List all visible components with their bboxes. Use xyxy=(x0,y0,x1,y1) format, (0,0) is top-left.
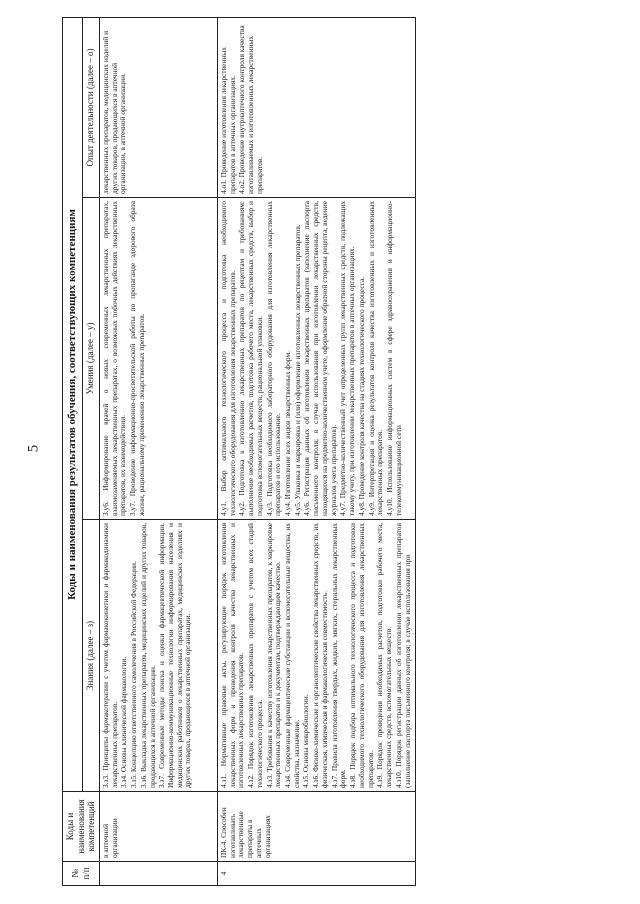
row-number xyxy=(99,862,217,886)
knowledge-item: 4.з4. Современные фармацевтические субстанции и вспомогательные вещества, их свойства, назначение. xyxy=(282,523,301,788)
skill-item: 4.у1. Выбор оптимального технологического процесса и подготовка необходимого технологического оборудования для изготовления лекарственных препаратов. xyxy=(218,201,237,516)
header-number: № п/п xyxy=(63,862,100,886)
rotated-competency-table xyxy=(62,18,602,886)
skill-item: 4.у3. Подготовка необходимого лабораторного оборудования для изготовления лекарственных препаратов и его использование. xyxy=(264,201,283,516)
knowledge-item: 4.з2. Порядок изготовления лекарственных препаратов с учетом всех стадий технологического процесса. xyxy=(246,523,264,788)
experience-cell xyxy=(217,17,415,197)
knowledge-item: 3.з5. Концепцию ответственного самолечения в Российской Федерации. xyxy=(129,561,139,788)
skill-item: 3.у6. Информирование врачей о новых современных лекарственных препаратах, взаимозаменяемых лекарственных препаратах, о возможных побочных действиях лекарственных препаратов, их взаимодействии. xyxy=(100,201,128,516)
experience-item: лекарственных препаратов, медицинских изделий и других товаров, продающихся в аптечной организации, в аптечной организации. xyxy=(100,30,128,194)
knowledge-item: 3.з3. Принципы фармакотерапии с учетом фармакокинетики и фармакодинамики лекарственных препаратов. xyxy=(100,523,119,788)
skills-cell xyxy=(99,198,217,520)
header-experience: Опыт деятельности (далее – о) xyxy=(82,17,99,197)
skill-item: 4.у4. Изготовление всех видов лекарственных форм. xyxy=(282,350,292,516)
experience-item: 4.о2. Проведение внутриаптечного контроля качества изготавливаемых и изготовленных лекарственных препаратов. xyxy=(237,25,264,194)
header-skills: Умения (далее – у) xyxy=(82,198,99,520)
knowledge-item: 3.з7. Современные методы поиска и оценки фармацевтической информации. Информационно-коммуникационные технологии информирования населения и медицинских работников о лекарственных препаратах, медицинских изделиях и других товарах, продающихся в аптечной организации. xyxy=(157,523,193,788)
competency-table xyxy=(62,17,416,886)
skill-item: 4.у9. Интерпретация и оценка результатов контроля качества изготовленных и изготовленных лекарственных препаратов. xyxy=(366,201,385,516)
knowledge-cell xyxy=(99,520,217,792)
knowledge-item: 3.з4. Основы клинической фармакологии. xyxy=(119,656,129,788)
knowledge-cell xyxy=(217,520,415,792)
page-number: 5 xyxy=(25,444,42,453)
knowledge-item: 4.з1. Нормативные правовые акты, регулирующие порядок изготовления лекарственных форм и проведения контроля качества лекарственных и изготовленных лекарственных препаратов. xyxy=(218,523,246,788)
table-row xyxy=(217,17,415,885)
header-results-group: Коды и наименования результатов обучения, соответствующих компетенциям xyxy=(63,17,83,791)
skill-item: 4.у8. Проведение контроля качества на стадиях технологического процесса. xyxy=(356,276,366,516)
competency-code: в аптечной организации xyxy=(99,792,217,862)
knowledge-item: 4.з6. Физико-химические и органолептические свойства лекарственных средств, их физическая, химическая и фармакологическая совместимость. xyxy=(311,523,329,788)
knowledge-item: 4.з10. Порядок регистрации данных об изготовлении лекарственных препаратов (заполнение паспорта письменного контроля; в случае использования при xyxy=(393,523,412,788)
competency-code: ПК-4. Способен изготавливать лекарственные препараты в аптечных организациях xyxy=(217,792,415,862)
knowledge-item: 3.з6. Выкладка лекарственных препаратов, медицинских изделий и других товаров, продающихся в аптечной организации. xyxy=(138,523,157,788)
table-row xyxy=(99,17,217,885)
row-number: 4 xyxy=(217,862,415,886)
skill-item: 4.у7. Предметно-количественный учет определенных групп лекарственных средств, подлежащих такому учету, при изготовлении лекарственных препаратов в аптечных организациях. xyxy=(338,201,357,516)
knowledge-item: 4.з8. Порядок подбора оптимального технологического процесса и подготовки необходимого технологического оборудования для изготовления лекарственных препаратов. xyxy=(348,523,375,788)
header-row-2 xyxy=(82,17,99,885)
skill-item: 3.у7. Проведение информационно-просветительской работы по пропаганде здорового образа жизни, рациональному применению лекарственных препаратов. xyxy=(128,201,146,516)
skill-item: 4.у6. Регистрация данных об изготовлении лекарственных препаратов (заполнение паспорта письменного контроля; в случае использования при изготовлении лекарственных средств, находящихся на предметно-количественном учете, оформление обратной стороны рецепта, ведение журналов учета препаратов). xyxy=(302,201,338,516)
header-competency-code: Коды и наименования компетенций xyxy=(63,792,100,862)
experience-item: 4.о1. Проведение изготовления лекарственных препаратов в аптечных организациях. xyxy=(218,47,237,194)
knowledge-item: 4.з9. Порядок проведения необходимых расчетов, подготовки рабочего места, лекарственных средств, вспомогательных веществ. xyxy=(375,523,394,788)
skills-cell xyxy=(217,198,415,520)
header-knowledge: Знания (далее – з) xyxy=(82,520,99,792)
knowledge-item: 4.з5. Основы микробиологии. xyxy=(301,694,311,788)
skill-item: 4.у2. Подготовка к изготовлению лекарственных препаратов по рецептам и требованиям: выполнение необходимых расчетов, подготовка рабочего места, лекарственных средств, выбор и подготовка вспомогательных веществ, рациональной упаковки. xyxy=(237,201,264,516)
experience-cell xyxy=(99,17,217,197)
knowledge-item: 4.з7. Правила изготовления твердых, жидких, мягких, стерильных лекарственных форм. xyxy=(329,523,348,788)
knowledge-item: 4.з3. Требования к качеству изготовления лекарственных препаратов, к маркировке лекарственных препаратов и к документам, подтверждающим качество. xyxy=(264,523,283,788)
skill-item: 4.у10. Использование информационных систем в сфере здравоохранения и информационно-телекоммуникационной сети xyxy=(385,201,403,516)
header-row-1 xyxy=(63,17,83,885)
skill-item: 4.у5. Упаковка и маркировка и (или) оформление изготовленных лекарственных препаратов. xyxy=(292,224,302,516)
